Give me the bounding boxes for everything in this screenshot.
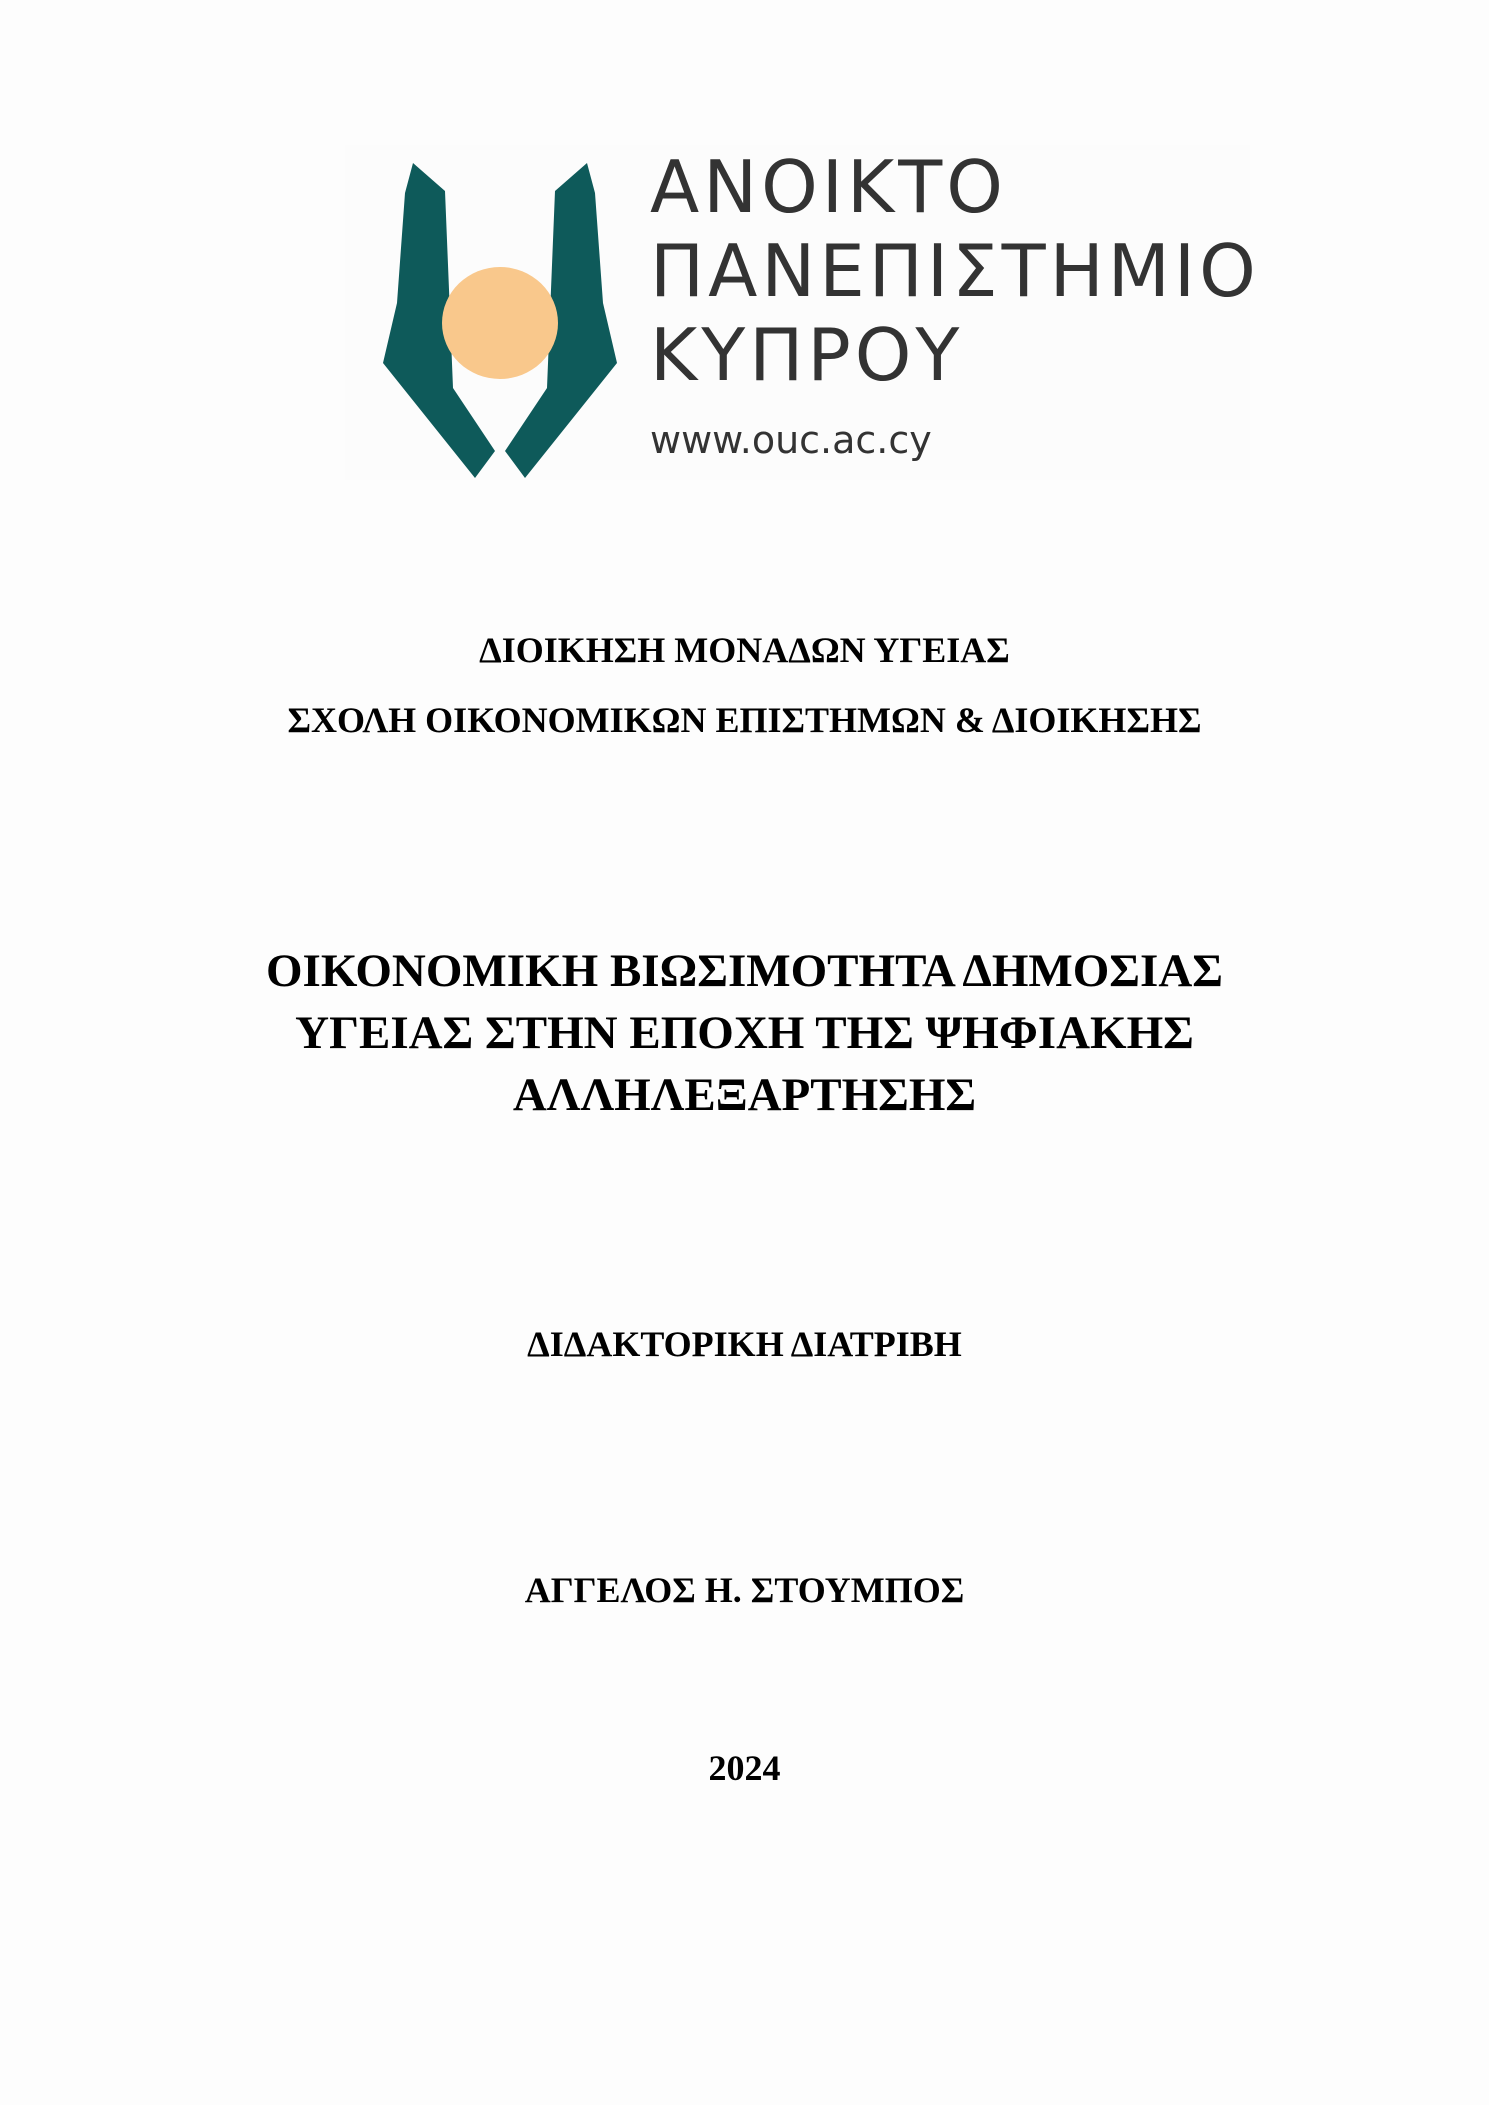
document-type: ΔΙΔΑΚΤΟΡΙΚΗ ΔΙΑΤΡΙΒΗ	[527, 1324, 962, 1364]
thesis-title-line-3: ΑΛΛΗΛΕΞΑΡΤΗΣΗΣ	[512, 1069, 977, 1121]
logo-wordmark	[650, 145, 1260, 465]
thesis-title	[0, 940, 1489, 1126]
publication-year: 2024	[708, 1748, 781, 1788]
logo-url: www.ouc.ac.cy	[650, 418, 932, 462]
author-name: ΑΓΓΕΛΟΣ Η. ΣΤΟΥΜΠΟΣ	[524, 1570, 965, 1610]
logo-line-1: ΑΝΟΙΚΤΟ	[650, 145, 1007, 229]
thesis-title-line-2: ΥΓΕΙΑΣ ΣΤΗΝ ΕΠΟΧΗ ΤΗΣ ΨΗΦΙΑΚΗΣ	[295, 1007, 1194, 1059]
department-name: ΔΙΟΙΚΗΣΗ ΜΟΝΑΔΩΝ ΥΓΕΙΑΣ	[479, 630, 1010, 670]
logo-line-2: ΠΑΝΕΠΙΣΤΗΜΙΟ	[650, 229, 1260, 313]
school-name: ΣΧΟΛΗ ΟΙΚΟΝΟΜΙΚΩΝ ΕΠΙΣΤΗΜΩΝ & ΔΙΟΙΚΗΣΗΣ	[287, 700, 1202, 740]
thesis-title-line-1: ΟΙΚΟΝΟΜΙΚΗ ΒΙΩΣΙΜΟΤΗΤΑ ΔΗΜΟΣΙΑΣ	[265, 945, 1223, 997]
logo-line-3: ΚΥΠΡΟΥ	[650, 313, 964, 397]
university-logo	[345, 145, 1260, 480]
university-emblem-icon	[375, 153, 625, 478]
